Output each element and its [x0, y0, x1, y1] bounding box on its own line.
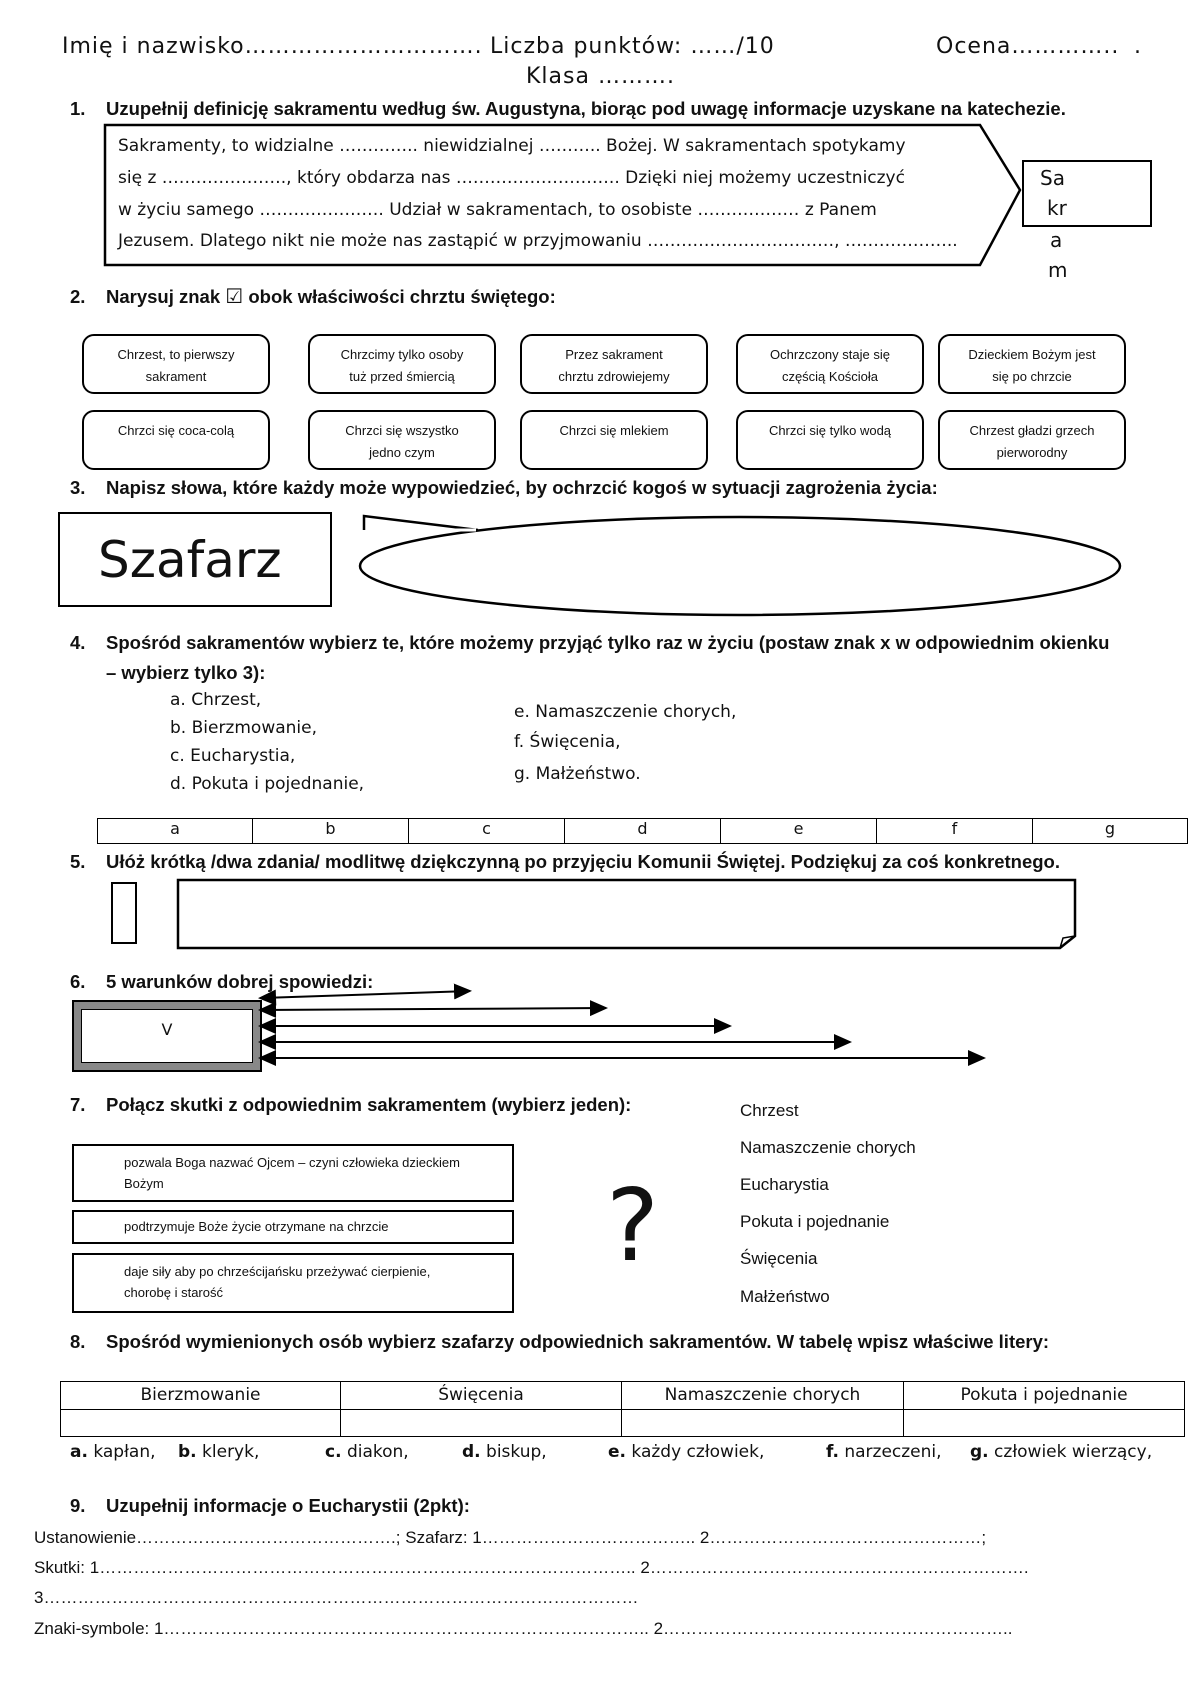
speech-bubble[interactable]: [0, 500, 1200, 630]
eucharist-line-effects-3[interactable]: 3……………………………………………………………………………………………: [34, 1588, 639, 1607]
question-4-number: 4.: [70, 632, 86, 653]
definition-line-1: Sakramenty, to widzialne ………….. niewidzialnej ……….. Bożej. W sakramentach spotykamy: [118, 136, 906, 156]
answer-cell-g[interactable]: g: [1032, 818, 1188, 844]
question-7-number: 7.: [70, 1094, 86, 1115]
question-9-heading: [70, 1495, 470, 1517]
eucharist-line-signs[interactable]: Znaki-symbole: 1………………………………………………………………………….. 2……………………………………………………..: [34, 1619, 1013, 1638]
grade-field-label: Ocena…………..: [936, 34, 1120, 59]
minister-answer-namaszczenie[interactable]: [621, 1409, 904, 1437]
prayer-answer-area[interactable]: [170, 876, 1080, 952]
definition-line-4: Jezusem. Dlatego nikt nie może nas zastąpić w przyjmowaniu ……………………………, ………………..: [118, 231, 958, 251]
sakrament-box: [1022, 160, 1152, 227]
definition-line-2: się z …………………., który obdarza nas ……………………….. Dzięki niej możemy uczestniczyć: [118, 168, 905, 188]
sacrament-pokuta[interactable]: Pokuta i pojednanie: [740, 1212, 890, 1231]
effect-box-3[interactable]: daje siły aby po chrześcijańsku przeżywać cierpienie, chorobę i starość: [72, 1253, 514, 1313]
answer-cell-e[interactable]: e: [720, 818, 877, 844]
name-field-label: Imię i nazwisko………………………….: [62, 34, 483, 59]
question-2-text-after: obok właściwości chrztu świętego:: [248, 286, 556, 307]
person-a: a. kapłan,: [70, 1442, 156, 1462]
person-b: b. kleryk,: [178, 1442, 260, 1462]
question-2-heading: [70, 284, 556, 308]
class-field-label: Klasa ……….: [526, 64, 675, 89]
minister-header-swiecenia: Święcenia: [340, 1381, 622, 1410]
prayer-side-box: [111, 882, 137, 944]
person-g: g. człowiek wierzący,: [970, 1442, 1153, 1462]
minister-answer-bierzmowanie[interactable]: [60, 1409, 341, 1437]
question-1-text: Uzupełnij definicję sakramentu według św. Augustyna, biorąc pod uwagę informacje uzyskane na katechezie.: [106, 98, 1066, 119]
baptism-property-2[interactable]: Chrzcimy tylko osoby tuż przed śmiercią: [308, 334, 496, 394]
minister-header-bierzmowanie: Bierzmowanie: [60, 1381, 341, 1410]
question-5-heading: [70, 851, 1060, 873]
question-4-text-2: – wybierz tylko 3):: [106, 662, 266, 683]
question-9-text: Uzupełnij informacje o Eucharystii (2pkt):: [106, 1495, 470, 1516]
question-2-text-before: Narysuj znak: [106, 286, 221, 307]
grade-trailing-dot: .: [1134, 34, 1142, 59]
answer-cell-d[interactable]: d: [564, 818, 721, 844]
minister-answer-pokuta[interactable]: [903, 1409, 1185, 1437]
answer-cell-b[interactable]: b: [252, 818, 409, 844]
answer-cell-a[interactable]: a: [97, 818, 253, 844]
question-5-number: 5.: [70, 851, 86, 872]
effect-box-2[interactable]: podtrzymuje Boże życie otrzymane na chrzcie: [72, 1210, 514, 1244]
sakrament-letter-a: a: [1050, 228, 1063, 252]
eucharist-line-effects[interactable]: Skutki: 1………………………………………………………………………………….. 2………………………………………………………….: [34, 1558, 1029, 1577]
baptism-property-4[interactable]: Ochrzczony staje się częścią Kościoła: [736, 334, 924, 394]
answer-cell-c[interactable]: c: [408, 818, 565, 844]
sacrament-chrzest[interactable]: Chrzest: [740, 1101, 799, 1120]
question-8-number: 8.: [70, 1331, 86, 1352]
baptism-property-9[interactable]: Chrzci się tylko wodą: [736, 410, 924, 470]
baptism-property-3[interactable]: Przez sakrament chrztu zdrowiejemy: [520, 334, 708, 394]
sacrament-option-a: a. Chrzest,: [170, 690, 262, 710]
sacrament-option-c: c. Eucharystia,: [170, 746, 296, 766]
baptism-property-6[interactable]: Chrzci się coca-colą: [82, 410, 270, 470]
baptism-property-7[interactable]: Chrzci się wszystko jedno czym: [308, 410, 496, 470]
baptism-property-1[interactable]: Chrzest, to pierwszy sakrament: [82, 334, 270, 394]
eucharist-line-institution[interactable]: Ustanowienie……………………………………….; Szafarz: 1……………………………….. 2…………………………………………;: [34, 1528, 987, 1547]
sakrament-letter-m: m: [1048, 258, 1068, 282]
question-2-number: 2.: [70, 286, 86, 307]
answer-cell-f[interactable]: f: [876, 818, 1033, 844]
confession-box-label: V: [81, 1009, 253, 1063]
question-8-heading: [70, 1331, 1049, 1353]
baptism-property-5[interactable]: Dzieckiem Bożym jest się po chrzcie: [938, 334, 1126, 394]
szafarz-box: Szafarz: [58, 512, 332, 607]
question-9-number: 9.: [70, 1495, 86, 1516]
person-c: c. diakon,: [325, 1442, 409, 1462]
question-5-text: Ułóż krótką /dwa zdania/ modlitwę dziękczynną po przyjęciu Komunii Świętej. Podziękuj za coś konkretnego.: [106, 851, 1060, 872]
question-8-text: Spośród wymienionych osób wybierz szafarzy odpowiednich sakramentów. W tabelę wpisz właściwe litery:: [106, 1331, 1050, 1352]
baptism-property-10[interactable]: Chrzest gładzi grzech pierworodny: [938, 410, 1126, 470]
sacrament-swiecenia[interactable]: Święcenia: [740, 1249, 818, 1268]
sacrament-option-b: b. Bierzmowanie,: [170, 718, 317, 738]
minister-header-pokuta: Pokuta i pojednanie: [903, 1381, 1185, 1410]
sakrament-box-line-1: Sa: [1040, 166, 1065, 190]
effect-box-1[interactable]: pozwala Boga nazwać Ojcem – czyni człowieka dzieckiem Bożym: [72, 1144, 514, 1202]
sacrament-option-d: d. Pokuta i pojednanie,: [170, 774, 365, 794]
question-1-number: 1.: [70, 98, 86, 119]
minister-header-namaszczenie: Namaszczenie chorych: [621, 1381, 904, 1410]
question-4-text-1: Spośród sakramentów wybierz te, które możemy przyjąć tylko raz w życiu (postaw znak x w odpowiednim okienku: [106, 632, 1110, 653]
points-field-label: Liczba punktów: ……/10: [490, 34, 775, 59]
question-7-heading: [70, 1094, 631, 1116]
question-7-text: Połącz skutki z odpowiednim sakramentem (wybierz jeden):: [106, 1094, 632, 1115]
sacrament-malzenstwo[interactable]: Małżeństwo: [740, 1287, 830, 1306]
question-3-heading: [70, 477, 938, 499]
confession-arrows: [0, 980, 1200, 1080]
sacrament-option-f: f. Święcenia,: [514, 732, 621, 752]
sacrament-eucharystia[interactable]: Eucharystia: [740, 1175, 829, 1194]
question-mark-icon: ?: [606, 1167, 660, 1284]
person-f: f. narzeczeni,: [826, 1442, 942, 1462]
checkbox-icon: ☑: [225, 284, 244, 308]
sacrament-option-e: e. Namaszczenie chorych,: [514, 702, 737, 722]
question-6-number: 6.: [70, 971, 86, 992]
sakrament-box-line-2: kr: [1047, 196, 1067, 220]
question-6-text: 5 warunków dobrej spowiedzi:: [106, 971, 374, 992]
sacrament-option-g: g. Małżeństwo.: [514, 764, 641, 784]
definition-line-3: w życiu samego …………………. Udział w sakramentach, to osobiste ……………… z Panem: [118, 200, 877, 220]
sacrament-namaszczenie[interactable]: Namaszczenie chorych: [740, 1138, 916, 1157]
question-3-text: Napisz słowa, które każdy może wypowiedzieć, by ochrzcić kogoś w sytuacji zagrożenia życia:: [106, 477, 938, 498]
person-e: e. każdy człowiek,: [608, 1442, 765, 1462]
question-3-number: 3.: [70, 477, 86, 498]
question-4-heading: [70, 632, 1109, 654]
person-d: d. biskup,: [462, 1442, 547, 1462]
minister-answer-swiecenia[interactable]: [340, 1409, 622, 1437]
baptism-property-8[interactable]: Chrzci się mlekiem: [520, 410, 708, 470]
